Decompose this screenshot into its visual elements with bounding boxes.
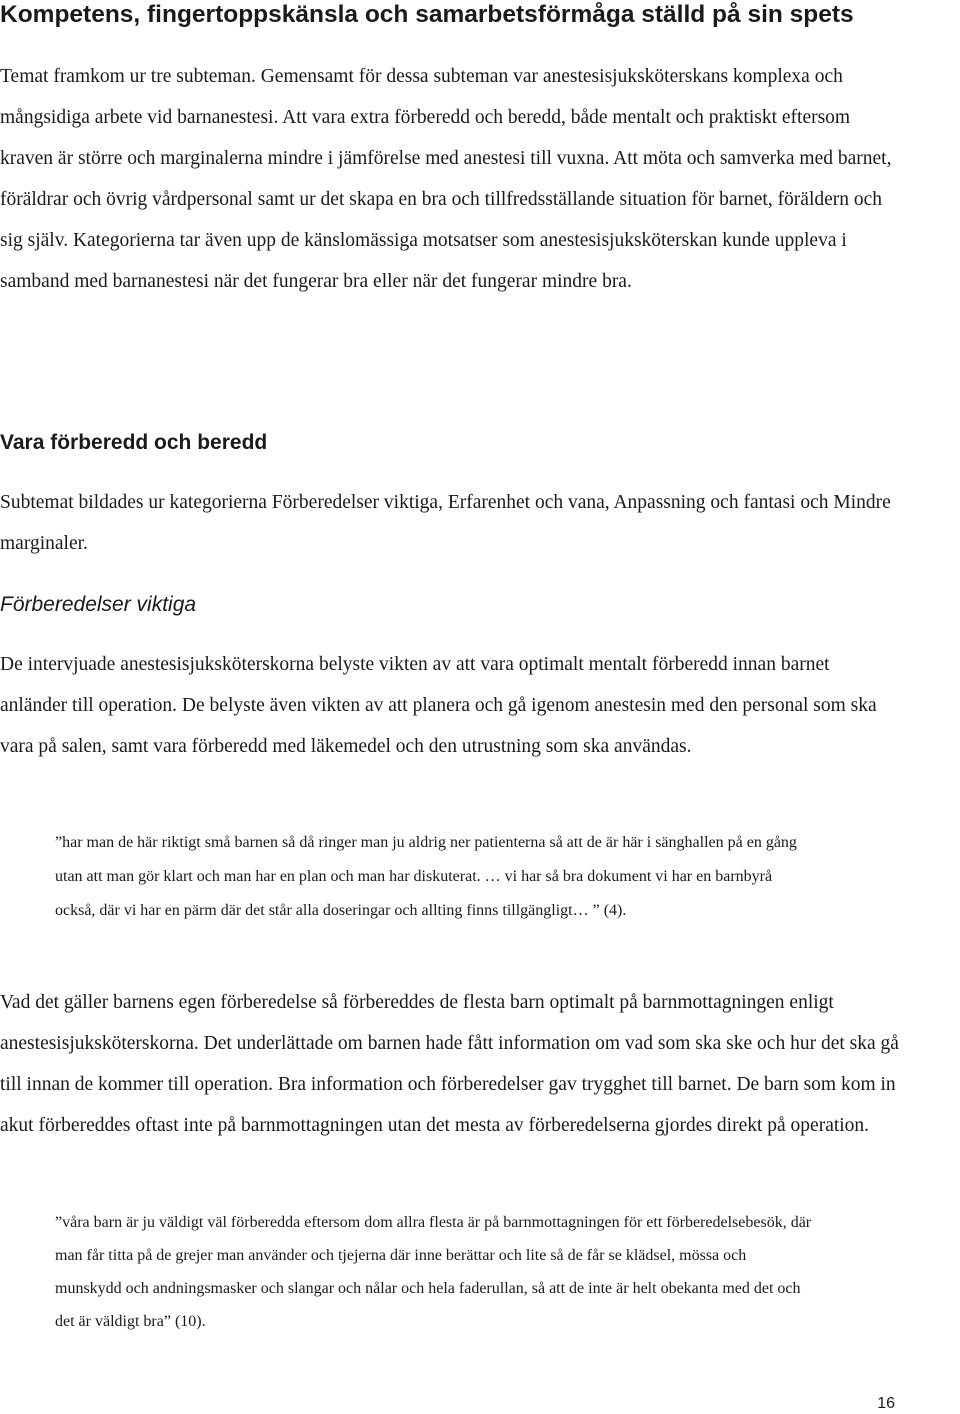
subsection-heading: Förberedelser viktiga xyxy=(0,593,197,616)
subsection-paragraph-2: Vad det gäller barnens egen förberedelse så förbereddes de flesta barn optimalt på barnmottagningen enligt anestesisjuksköterskorna. Det underlättade om barnen hade fått information om vad som ska ske och hur det ska gå till innan de kommer till operation. Bra information och förberedelser gav trygghet till barnet. De barn som kom in akut förbereddes oftast inte på barnmottagningen utan det mesta av förberedelserna gjordes direkt på operation. xyxy=(0,992,899,1136)
interview-quote-1: ”har man de här riktigt små barnen så då ringer man ju aldrig ner patienterna så att de är här i sänghallen på en gång utan att man gör klart och man har en plan och man har diskuterat. … vi har så bra dokument vi har en barnbyrå också, där vi har en pärm där det står alla doseringar och allting finns tillgängligt… ” (4). xyxy=(55,834,797,919)
page-number: 16 xyxy=(877,1395,895,1412)
interview-quote-2: ”våra barn är ju väldigt väl förberedda eftersom dom allra flesta är på barnmottagningen för ett förberedelsebesök, där man får titta på de grejer man använder och tjejerna där inne berättar och lite så de får se klädsel, mössa och munskydd och andningsmasker och slangar och nålar och hela faderullan, så att de inte är helt obekanta med det och det är väldigt bra” (10). xyxy=(55,1214,812,1330)
section-heading: Vara förberedd och beredd xyxy=(0,431,268,454)
main-heading: Kompetens, fingertoppskänsla och samarbetsförmåga ställd på sin spets xyxy=(0,1,854,28)
section-paragraph: Subtemat bildades ur kategorierna Förberedelser viktiga, Erfarenhet och vana, Anpassning och fantasi och Mindre marginaler. xyxy=(0,492,891,554)
subsection-paragraph-1: De intervjuade anestesisjuksköterskorna belyste vikten av att vara optimalt mentalt förberedd innan barnet anländer till operation. De belyste även vikten av att planera och gå igenom anestesin med den personal som ska vara på salen, samt vara förberedd med läkemedel och den utrustning som ska användas. xyxy=(0,654,877,757)
intro-paragraph: Temat framkom ur tre subteman. Gemensamt för dessa subteman var anestesisjuksköterskans komplexa och mångsidiga arbete vid barnanestesi. Att vara extra förberedd och beredd, både mentalt och praktiskt eftersom kraven är större och marginalerna mindre i jämförelse med anestesi till vuxna. Att möta och samverka med barnet, föräldrar och övrig vårdpersonal samt ur det skapa en bra och tillfredsställande situation för barnet, föräldern och sig själv. Kategorierna tar även upp de känslomässiga motsatser som anestesisjuksköterskan kunde uppleva i samband med barnanestesi när det fungerar bra eller när det fungerar mindre bra. xyxy=(0,66,892,292)
